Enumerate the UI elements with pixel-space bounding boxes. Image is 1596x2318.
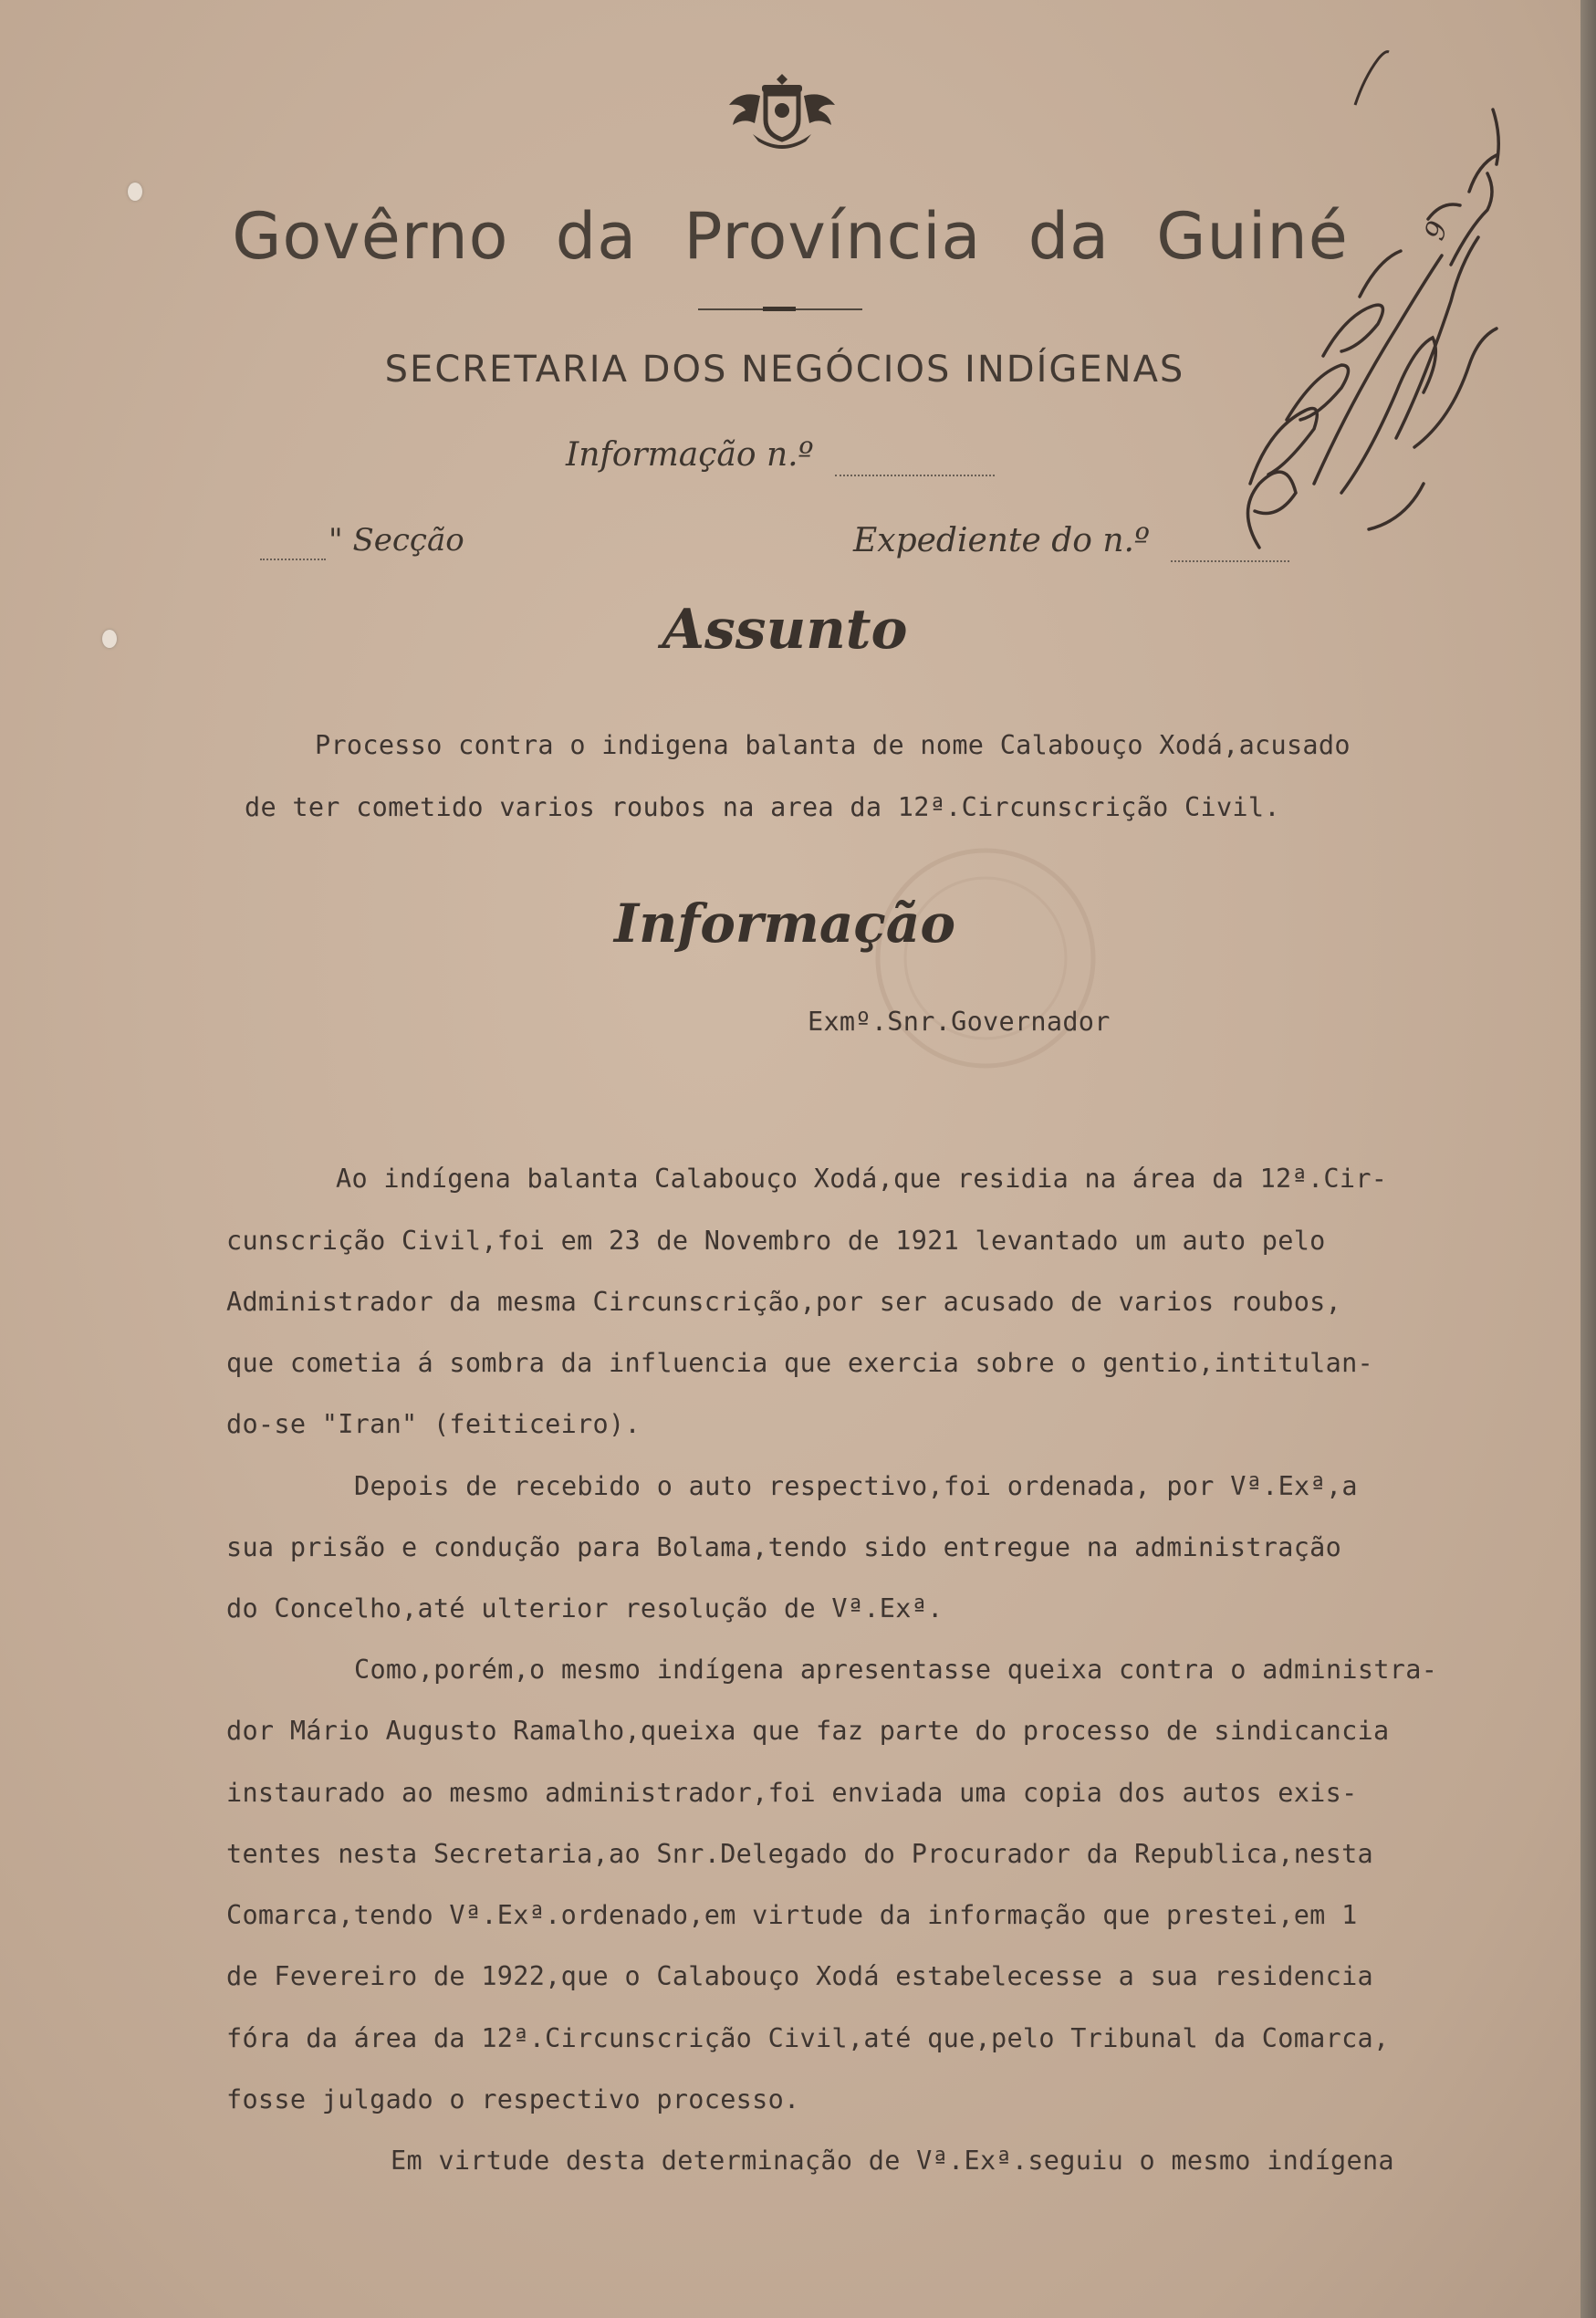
body-line: Comarca,tendo Vª.Exª.ordenado,em virtude da informação que prestei,em 1 [226, 1900, 1358, 1930]
informacao-heading: Informação [613, 893, 956, 955]
svg-text:9: 9 [1418, 216, 1455, 245]
body-line: sua prisão e condução para Bolama,tendo sido entregue na administração [226, 1532, 1342, 1562]
faint-official-stamp [867, 840, 1104, 1077]
expediente-label: Expediente do n.º [853, 522, 1150, 559]
body-line: Como,porém,o mesmo indígena apresentasse queixa contra o administra- [354, 1655, 1438, 1685]
assunto-heading: Assunto [662, 598, 908, 662]
body-line: que cometia á sombra da influencia que exercia sobre o gentio,intitulan- [226, 1348, 1374, 1378]
pen-mark [1346, 46, 1401, 110]
government-title: Govêrno da Província da Guiné [232, 199, 1349, 274]
body-line: cunscrição Civil,foi em 23 de Novembro de 1921 levantado um auto pelo [226, 1226, 1326, 1256]
body-line: Depois de recebido o auto respectivo,foi ordenada, por Vª.Exª,a [354, 1471, 1358, 1501]
secretariat-subtitle: SECRETARIA DOS NEGÓCIOS INDÍGENAS [384, 349, 1185, 391]
body-line: fosse julgado o respectivo processo. [226, 2084, 800, 2114]
body-line: tentes nesta Secretaria,ao Snr.Delegado do Procurador da Republica,nesta [226, 1839, 1374, 1869]
page-edge-shadow [1580, 0, 1596, 2318]
body-line: Administrador da mesma Circunscrição,por ser acusado de varios roubos, [226, 1287, 1342, 1317]
body-line: do Concelho,até ulterior resolução de Vª.Exª. [226, 1593, 944, 1624]
secao-label: " Secção [329, 522, 464, 559]
secao-line [260, 559, 326, 560]
body-line: instaurado ao mesmo administrador,foi enviada uma copia dos autos exis- [226, 1778, 1358, 1808]
body-line: dor Mário Augusto Ramalho,queixa que faz parte do processo de sindicancia [226, 1716, 1390, 1746]
body-line: fóra da área da 12ª.Circunscrição Civil,até que,pelo Tribunal da Comarca, [226, 2023, 1390, 2053]
body-line: do-se "Iran" (feiticeiro). [226, 1409, 641, 1439]
body-line: Ao indígena balanta Calabouço Xodá,que residia na área da 12ª.Cir- [336, 1164, 1388, 1194]
handwritten-signature [1223, 55, 1524, 566]
coat-of-arms-icon [725, 68, 840, 155]
body-line: de Fevereiro de 1922,que o Calabouço Xodá estabelecesse a sua residencia [226, 1961, 1374, 1991]
salutation: Exmº.Snr.Governador [808, 1007, 1111, 1037]
body-line: Em virtude desta determinação de Vª.Exª.seguiu o mesmo indígena [391, 2146, 1394, 2176]
header-divider-ornament [763, 307, 796, 311]
punch-hole-top [128, 183, 142, 201]
assunto-line-2: de ter cometido varios roubos na area da 12ª.Circunscrição Civil. [245, 792, 1280, 822]
assunto-line-1: Processo contra o indigena balanta de nome Calabouço Xodá,acusado [315, 730, 1351, 760]
punch-hole-bottom [102, 630, 117, 648]
informacao-number-label: Informação n.º [566, 436, 814, 474]
informacao-number-line [835, 475, 995, 476]
